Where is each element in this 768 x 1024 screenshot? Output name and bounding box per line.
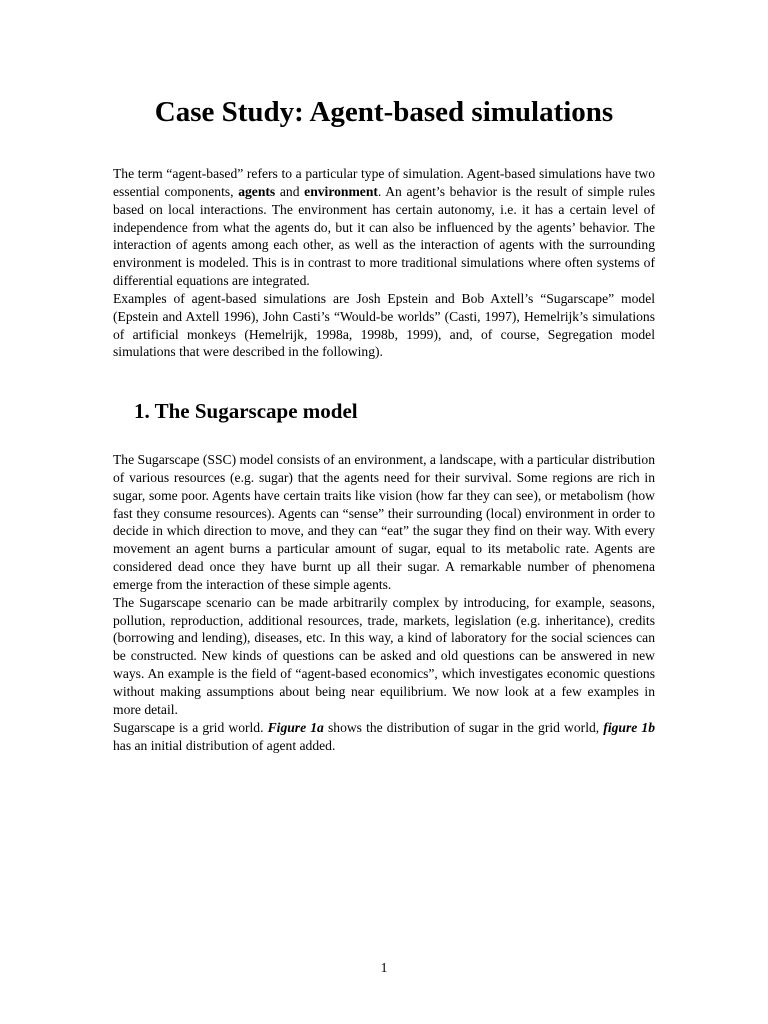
p3-mid: shows the distribution of sugar in the grid world, [323,719,604,735]
section-heading-sugarscape: 1. The Sugarscape model [134,399,358,423]
figure-1a-reference: Figure 1a [267,719,324,735]
term-agents: agents [238,183,276,199]
p3-end: has an initial distribution of agent added. [113,737,336,753]
term-environment: environment [304,183,378,199]
figure-1b-reference: figure 1b [603,719,655,735]
sugarscape-paragraph-3 [113,719,655,755]
document-title: Case Study: Agent-based simulations [154,96,614,128]
intro-p1-end: . An agent’s behavior is the result of simple rules based on local interactions. The environment has certain autonomy, i.e. it has a certain level of independence from what the agents do, but it can also be influenced by the agents’ behavior. The interaction of agents among each other, as well as the interaction of agents with the surrounding environment is modeled. This is in contrast to more traditional simulations where often systems of differential equations are integrated. [113,183,655,289]
intro-p1-start: The term “agent-based” refers to a particular type of simulation. Agent-based simulations have two essential components, [113,166,655,199]
p3-start: Sugarscape is a grid world. [113,719,268,735]
sugarscape-paragraph-1: The Sugarscape (SSC) model consists of an environment, a landscape, with a particular distribution of various resources (e.g. sugar) that the agents need for their survival. Some regions are rich in sugar, some poor. Agents have certain traits like vision (how far they can see), or metabolism (how fast they consume resources). Agents can “sense” their surrounding (local) environment in order to decide in which direction to move, and they can “eat” the sugar they find on their way. With every movement an agent burns a particular amount of sugar, equal to its metabolic rate. Agents are considered dead once they have burnt up all their sugar. A remarkable number of phenomena emerge from the interaction of these simple agents. [113,452,655,592]
intro-and: and [275,183,305,199]
sugarscape-section [113,451,655,754]
intro-paragraph-1 [113,165,655,290]
intro-section [113,165,655,361]
intro-paragraph-2: Examples of agent-based simulations are Josh Epstein and Bob Axtell’s “Sugarscape” model (Epstein and Axtell 1996), John Casti’s “Would-be worlds” (Casti, 1997), Hemelrijk’s simulations of artificial monkeys (Hemelrijk, 1998a, 1998b, 1999), and, of course, Segregation model simulations that were described in the following). [113,290,655,360]
page-number: 1 [380,960,388,975]
sugarscape-paragraph-2: The Sugarscape scenario can be made arbitrarily complex by introducing, for example, seasons, pollution, reproduction, additional resources, trade, markets, legislation (e.g. inheritance), credits (borrowing and lending), diseases, etc. In this way, a kind of laboratory for the social sciences can be constructed. New kinds of questions can be asked and old questions can be answered in new ways. An example is the field of “agent-based economics”, which investigates economic questions without making assumptions about being near equilibrium. We now look at a few examples in more detail. [113,594,655,717]
